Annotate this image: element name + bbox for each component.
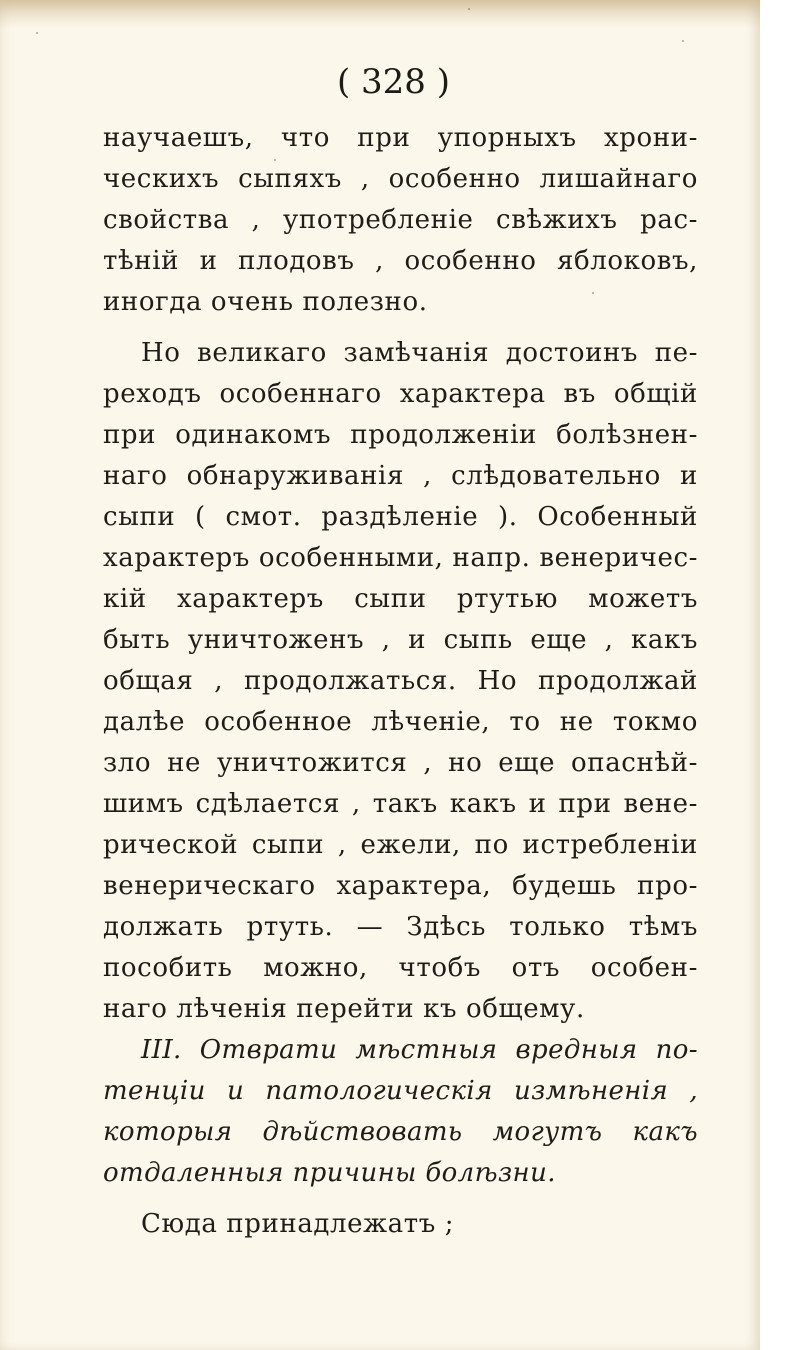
page-speck: [682, 40, 684, 42]
text-line: при одинакомъ продолженіи болѣзнен-: [103, 420, 698, 450]
text-line: рической сыпи , ежели, по истребленіи: [103, 830, 698, 860]
text-line: свойства , употребленіе свѣжихъ рас-: [103, 205, 698, 235]
text-line: Но великаго замѣчанія достоинъ пе-: [141, 338, 698, 368]
page-top-stain: [0, 0, 760, 28]
text-line: далѣе особенное лѣченіе, то не токмо: [103, 707, 698, 737]
text-line: Сюда принадлежатъ ;: [141, 1209, 455, 1239]
text-line: венерическаго характера, будешь про-: [103, 871, 698, 901]
scan-margin: [760, 0, 787, 1350]
section-heading-line: которыя дѣйствовать могутъ какъ: [103, 1117, 698, 1147]
page-speck: [36, 32, 38, 34]
text-line: пособить можно, чтобъ отъ особен-: [103, 953, 698, 983]
text-line: быть уничтоженъ , и сыпь еще , какъ: [103, 625, 698, 655]
section-heading-line: тенціи и патологическія измѣненія ,: [103, 1076, 698, 1106]
page-speck: [468, 8, 470, 10]
text-line: шимъ сдѣлается , такъ какъ и при вене-: [103, 789, 698, 819]
text-line: наго лѣченія перейти къ общему.: [103, 994, 585, 1024]
text-line: зло не уничтожится , но еще опаснѣй-: [103, 748, 698, 778]
page-text: [103, 118, 698, 1245]
text-line: иногда очень полезно.: [103, 287, 428, 317]
text-line: кій характеръ сыпи ртутью можетъ: [103, 584, 698, 614]
page-number: ( 328 ): [336, 62, 451, 102]
text-line: ческихъ сыпяхъ , особенно лишайнаго: [103, 164, 698, 194]
text-line: наго обнаруживанія , слѣдовательно и: [103, 461, 698, 491]
text-line: тѣній и плодовъ , особенно яблоковъ,: [103, 246, 698, 276]
section-heading-line: отдаленныя причины болѣзни.: [103, 1158, 556, 1188]
section-heading-line: III. Отврати мѣстныя вредныя по-: [141, 1035, 698, 1065]
text-line: общая , продолжаться. Но продолжай: [103, 666, 698, 696]
text-line: реходъ особеннаго характера въ общій: [103, 379, 698, 409]
text-line: сыпи ( смот. раздѣленіе ). Особенный: [103, 502, 698, 532]
text-line: научаешъ, что при упорныхъ хрони-: [103, 123, 698, 153]
text-line: характеръ особенными, напр. венеричес-: [103, 543, 698, 573]
text-line: должать ртуть. — Здѣсь только тѣмъ: [103, 912, 698, 942]
